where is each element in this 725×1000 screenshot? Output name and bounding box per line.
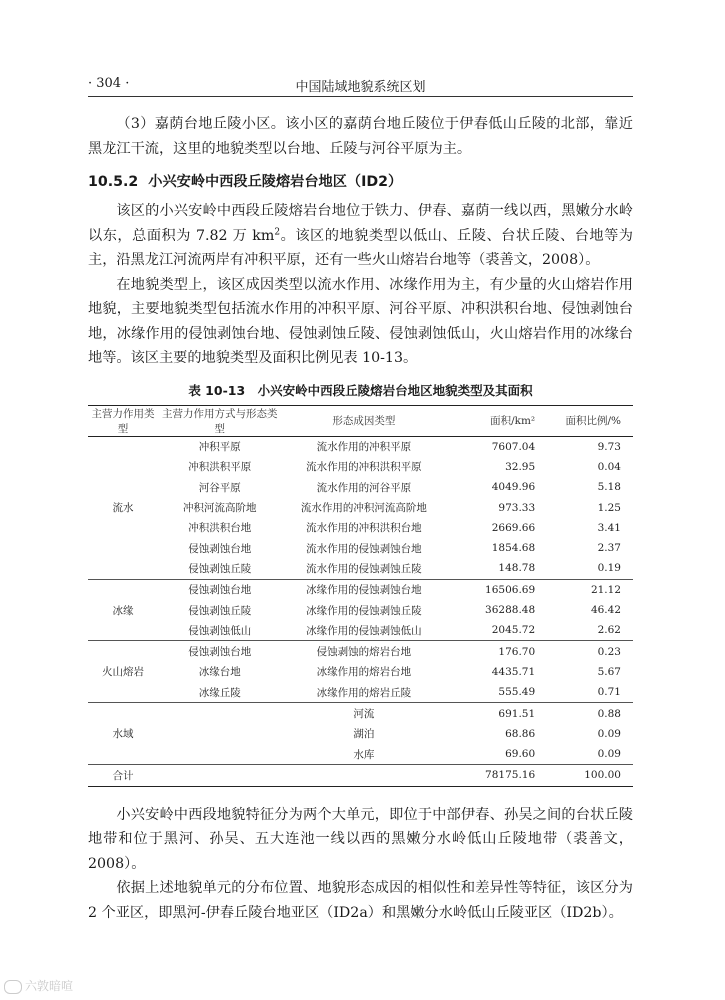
table-cell: 冰缘作用的侵蚀剥蚀台地 xyxy=(306,584,422,597)
numeric-cell: 5.67 xyxy=(597,665,621,678)
table-row xyxy=(88,579,633,600)
total-ratio: 100.00 xyxy=(584,769,621,782)
table-cell: 流水作用的冲积平原 xyxy=(316,441,412,454)
numeric-cell: 32.95 xyxy=(505,460,536,473)
numeric-cell: 0.19 xyxy=(597,562,621,575)
table-cell: 侵蚀剥蚀低山 xyxy=(188,624,252,637)
landform-table xyxy=(88,405,633,787)
numeric-cell: 176.70 xyxy=(498,645,536,658)
intro-paragraph: （3）嘉荫台地丘陵小区。该小区的嘉荫台地丘陵位于伊春低山丘陵的北部，靠近黑龙江干流，这里的地貌类型以台地、丘陵与河谷平原为主。 xyxy=(88,116,633,157)
header-cell: 形态成因类型 xyxy=(332,415,396,427)
table-row xyxy=(88,477,633,497)
page-number: · 304 · xyxy=(88,76,130,91)
numeric-cell: 0.09 xyxy=(597,727,621,740)
table-cell: 侵蚀剥蚀的熔岩台地 xyxy=(316,646,412,659)
table-cell: 湖泊 xyxy=(353,728,375,741)
table-header-row xyxy=(88,405,633,436)
table-row xyxy=(88,497,633,517)
group-name-cell: 流水 xyxy=(112,502,134,515)
group-name-cell: 火山熔岩 xyxy=(102,666,145,679)
table-cell: 流水作用的侵蚀剥蚀台地 xyxy=(306,542,422,555)
table-row xyxy=(88,703,633,724)
table-row xyxy=(88,436,633,457)
numeric-cell: 46.42 xyxy=(590,604,621,617)
section-number: 10.5.2 xyxy=(88,174,139,190)
table-cell: 河谷平原 xyxy=(198,481,241,494)
table-cell: 流水作用的冲积洪积台地 xyxy=(306,522,422,535)
table-row xyxy=(88,538,633,558)
table-cell: 冰缘作用的熔岩台地 xyxy=(316,666,412,679)
numeric-cell: 0.23 xyxy=(597,645,621,658)
table-total xyxy=(88,765,633,786)
table-cell: 流水作用的河谷平原 xyxy=(316,481,412,494)
empty-cell xyxy=(158,765,446,786)
numeric-cell: 0.71 xyxy=(597,686,621,699)
paragraph-1 xyxy=(88,199,633,273)
superscript: 2 xyxy=(274,226,281,237)
table-cell: 流水作用的冲积河流高阶地 xyxy=(300,502,427,515)
header-cell: 主营力作用方式与形态类型 xyxy=(161,407,278,435)
numeric-cell: 4049.96 xyxy=(491,481,536,494)
table-row xyxy=(88,724,633,744)
table-cell: 流水作用的冲积洪积平原 xyxy=(306,461,422,474)
group-name-cell: 冰缘 xyxy=(112,604,134,617)
total-area: 78175.16 xyxy=(485,769,536,782)
numeric-cell: 2669.66 xyxy=(491,521,536,534)
table-cell: 冲积洪积平原 xyxy=(188,461,252,474)
numeric-cell: 0.09 xyxy=(597,748,621,761)
table-row xyxy=(88,662,633,682)
numeric-cell: 2.37 xyxy=(597,542,621,555)
watermark-text: 六敦暗喧 xyxy=(25,979,74,993)
numeric-cell: 21.12 xyxy=(590,583,621,596)
table-cell xyxy=(158,724,281,744)
numeric-cell: 973.33 xyxy=(498,501,536,514)
page-header xyxy=(88,74,633,97)
table-caption: 表 10-13 小兴安岭中西段丘陵熔岩台地区地貌类型及其面积 xyxy=(188,382,533,398)
numeric-cell: 0.04 xyxy=(597,460,621,473)
table-cell: 冰缘作用的熔岩丘陵 xyxy=(316,686,412,699)
numeric-cell: 0.88 xyxy=(597,707,621,720)
numeric-cell: 1.25 xyxy=(597,501,621,514)
group-name-cell: 水域 xyxy=(112,728,134,741)
watermark xyxy=(4,977,73,994)
table-row xyxy=(88,457,633,477)
paragraph-1-a: 该区的小兴安岭中西段丘陵熔岩台地位于铁力、伊春、嘉荫一线以西，黑嫩分水岭以东，总面积为 7.82 万 km xyxy=(88,203,633,244)
table-cell: 流水作用的侵蚀剥蚀丘陵 xyxy=(306,562,422,575)
table-row xyxy=(88,641,633,662)
numeric-cell: 7607.04 xyxy=(491,440,536,453)
table-cell: 冰缘作用的侵蚀剥蚀丘陵 xyxy=(306,604,422,617)
numeric-cell: 68.86 xyxy=(505,727,536,740)
numeric-cell: 36288.48 xyxy=(485,604,536,617)
table-cell: 河流 xyxy=(353,708,375,720)
table-cell: 冲积平原 xyxy=(198,441,241,454)
table-cell: 冰缘丘陵 xyxy=(198,686,241,699)
numeric-cell: 4435.71 xyxy=(491,665,536,678)
numeric-cell: 5.18 xyxy=(597,481,621,494)
numeric-cell: 2.62 xyxy=(597,624,621,637)
header-cell: 面积/km² xyxy=(490,415,536,427)
table-row xyxy=(88,518,633,538)
table-group xyxy=(88,436,633,579)
paragraph-3: 小兴安岭中西段地貌特征分为两个大单元，即位于中部伊春、孙吴之间的台状丘陵地带和位于黑河、孙吴、五大连池一线以西的黑嫩分水岭低山丘陵地带（裘善文，2008）。 xyxy=(88,806,633,872)
table-cell: 侵蚀剥蚀台地 xyxy=(188,646,252,659)
numeric-cell: 16506.69 xyxy=(485,583,536,596)
table-cell xyxy=(158,744,281,765)
total-label: 合计 xyxy=(112,769,134,782)
table-cell xyxy=(158,703,281,724)
section-title: 小兴安岭中西段丘陵熔岩台地区（ID2） xyxy=(148,174,403,190)
table-row xyxy=(88,558,633,579)
numeric-cell: 2045.72 xyxy=(491,624,536,637)
numeric-cell: 69.60 xyxy=(505,748,536,761)
table-cell: 侵蚀剥蚀丘陵 xyxy=(188,562,252,575)
header-cell: 面积比例/% xyxy=(565,415,621,427)
table-cell: 侵蚀剥蚀丘陵 xyxy=(188,604,252,617)
table-group xyxy=(88,579,633,641)
table-row xyxy=(88,744,633,765)
numeric-cell: 148.78 xyxy=(498,562,536,575)
table-group xyxy=(88,641,633,703)
table-cell: 冰缘作用的侵蚀剥蚀低山 xyxy=(306,624,422,637)
header-cell: 主营力作用类型 xyxy=(91,407,155,435)
table-cell: 水库 xyxy=(353,748,375,761)
numeric-cell: 9.73 xyxy=(597,440,621,453)
paragraph-1-b: 。该区的地貌类型以低山、丘陵、台状丘陵、台地等为主，沿黑龙江河流两岸有冲积平原，还有一些火山熔岩台地等（裘善文，2008）。 xyxy=(88,227,633,268)
table-row xyxy=(88,682,633,703)
numeric-cell: 691.51 xyxy=(498,707,536,720)
page-body xyxy=(88,112,633,925)
table-cell: 冲积洪积台地 xyxy=(188,522,252,535)
paragraph-4: 依据上述地貌单元的分布位置、地貌形态成因的相似性和差异性等特征，该区分为 2 个亚区，即黑河-伊春丘陵台地亚区（ID2a）和黑嫩分水岭低山丘陵亚区（ID2b）。 xyxy=(88,880,633,921)
numeric-cell: 555.49 xyxy=(498,686,536,699)
table-cell: 侵蚀剥蚀台地 xyxy=(188,542,252,555)
table-row xyxy=(88,620,633,641)
paragraph-2: 在地貌类型上，该区成因类型以流水作用、冰缘作用为主，有少量的火山熔岩作用地貌，主要地貌类型包括流水作用的冲积平原、河谷平原、冲积洪积台地、侵蚀剥蚀台地，冰缘作用的侵蚀剥蚀台地、侵蚀剥蚀丘陵、侵蚀剥蚀低山，火山熔岩作用的冰缘台地等。该区主要的地貌类型及面积比例见表 10-13。 xyxy=(88,276,633,366)
numeric-cell: 3.41 xyxy=(597,521,621,534)
table-group xyxy=(88,703,633,765)
section-heading xyxy=(88,171,633,193)
total-row xyxy=(88,765,633,786)
watermark-logo-icon xyxy=(4,980,22,994)
table-row xyxy=(88,600,633,620)
table-cell: 冲积河流高阶地 xyxy=(182,502,257,515)
table-cell: 侵蚀剥蚀台地 xyxy=(188,584,252,597)
running-title: 中国陆域地貌系统区划 xyxy=(295,80,426,95)
numeric-cell: 1854.68 xyxy=(491,542,536,555)
table-cell: 冰缘台地 xyxy=(198,666,241,679)
